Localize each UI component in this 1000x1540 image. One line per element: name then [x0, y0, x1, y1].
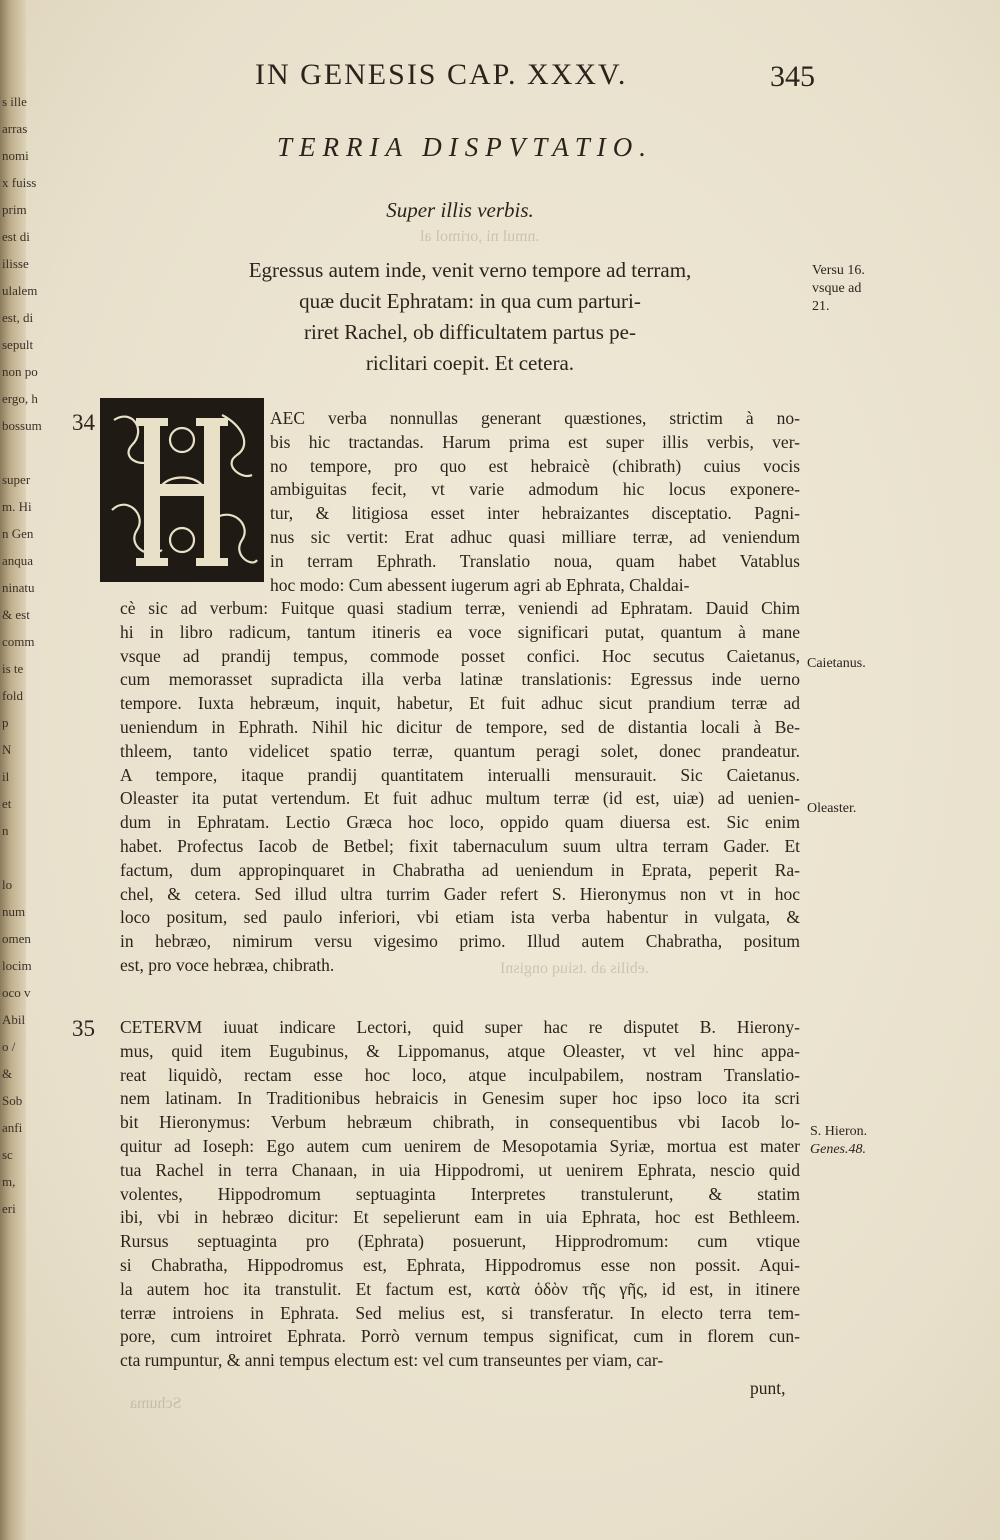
gutter-fragment: is te [2, 661, 24, 676]
margin-note-caietanus: Caietanus. [807, 656, 866, 671]
verse-line: quæ ducit Ephratam: in qua cum parturi- [299, 289, 641, 313]
gutter-fragment: m, [2, 1174, 16, 1189]
text-line: cum memorasset supradicta illa verba latinæ translationis: Egressus inde uerno [120, 669, 800, 690]
running-head: IN GENESIS CAP. XXXV. [255, 58, 628, 91]
text-line: mus, quid item Eugubinus, & Lippomanus, atque Oleaster, vt vel hinc appa- [120, 1040, 800, 1061]
show-through-text: .nmul ni ,orimol al [420, 228, 540, 245]
text-line: hi in libro radicum, tantum itineris ea voce significari putat, quantum à mane [120, 621, 800, 642]
scripture-verse-block [150, 255, 790, 379]
text-line: volentes, Hippodromum septuaginta Interpretes transtulerunt, & statim [120, 1183, 800, 1204]
text-line: thleem, tanto videlicet spatio terræ, quantum peragi solet, donec prandeatur. [120, 740, 800, 761]
text-line: ambiguitas fecit, vt varie admodum hic locus exponere- [270, 479, 800, 500]
text-line: tua Rachel in terra Chanaan, in uia Hippodromi, ut uenirem Ephrata, nescio quid [120, 1159, 800, 1180]
gutter-fragment: est, di [2, 310, 34, 325]
gutter-fragment: non po [2, 364, 38, 379]
text-line: factum, dum appropinquaret in Chabratha ad ueniendum in Eprata, peperit Ra- [120, 859, 800, 880]
text-line: A tempore, itaque prandij quantitatem interualli mensurauit. Sic Caietanus. [120, 764, 800, 785]
text-line: dum in Ephratam. Lectio Græca hoc loco, oppido quam diuersa est. Sic enim [120, 812, 800, 833]
text-line: no tempore, pro quo est hebraicè (chibrath) cuius vocis [270, 455, 800, 476]
gutter-fragment: x fuiss [2, 175, 37, 190]
gutter-fragment: sepult [2, 337, 34, 352]
text-line: la autem hoc ita transtulit. Et factum est, κατὰ ὁδὸν τῆς γῆς, id est, in itinere [120, 1278, 800, 1299]
gutter-fragment: eri [2, 1201, 16, 1216]
text-line: quitur ad Ioseph: Ego autem cum uenirem de Mesopotamia Syriæ, mortua est mater [120, 1135, 800, 1156]
margin-note-line: 21. [812, 299, 830, 314]
show-through-text: Schuma [130, 1395, 182, 1412]
gutter-fragment: est di [2, 229, 30, 244]
disputation-subtitle: Super illis verbis. [386, 198, 534, 222]
text-line: nem latinam. In Traditionibus hebraicis in Genesim super hoc ipso loco ita scri [120, 1088, 800, 1109]
gutter-fragment: o / [2, 1039, 16, 1054]
gutter-fragment: bossum [2, 418, 42, 433]
text-line: cta rumpuntur, & anni tempus electum est: vel cum transeuntes per viam, car- [120, 1350, 664, 1371]
verse-line: riret Rachel, ob difficultatem partus pe- [304, 320, 636, 344]
gutter-fragment: locim [2, 958, 32, 973]
verse-line: riclitari coepit. Et cetera. [365, 351, 575, 375]
gutter-fragment: sc [2, 1147, 13, 1162]
gutter-fragment: ilisse [2, 256, 29, 271]
text-line: bis hic tractandas. Harum prima est super illis verbis, ver- [270, 431, 800, 452]
gutter-fragment: fold [2, 688, 23, 703]
text-line: habet. Profectus Iacob de Betbel; fixit tabernaculum suum ultra terram Gader. Et [120, 835, 800, 856]
margin-note-line: Genes.48. [810, 1142, 866, 1157]
gutter-fragment: super [2, 472, 31, 487]
paragraph-34-body [120, 597, 800, 978]
gutter-fragment: anqua [2, 553, 34, 568]
text-line: loco positum, sed paulo inferiori, vbi etiam ista verba habentur in vulgata, & [120, 907, 800, 928]
text-line: in terram Ephrath. Translatio noua, quam habet Vatablus [270, 550, 800, 571]
gutter-fragment: omen [2, 931, 31, 946]
paragraph-34-initial-lines [270, 407, 800, 597]
text-line: reat liquidò, rectam esse hoc loco, atque inculpabilem, nostram Translatio- [120, 1064, 800, 1085]
decorated-initial-h [100, 398, 264, 582]
gutter-fragment: p [2, 715, 9, 730]
text-line: chel, & cetera. Sed illud ultra turrim Gader refert S. Hieronymus non vt in hoc [120, 883, 800, 904]
gutter-fragment: n [2, 823, 9, 838]
gutter-fragment: & est [2, 607, 30, 622]
margin-note-line: vsque ad [812, 281, 862, 296]
gutter-fragment: lo [2, 877, 13, 892]
text-line: pore, cum introiret Ephrata. Porrò vernum tempus significat, cum in florem cun- [120, 1326, 800, 1347]
text-line: AEC verba nonnullas generant quæstiones, strictim à no- [270, 408, 800, 428]
gutter-fragment: ninatu [2, 580, 35, 595]
gutter-fragment: m. Hi [2, 499, 32, 514]
gutter-fragment: ergo, h [2, 391, 38, 406]
text-line: CETERVM iuuat indicare Lectori, quid super hac re disputet B. Hierony- [120, 1017, 800, 1037]
gutter-fragment: num [2, 904, 26, 919]
gutter-fragment: Abil [2, 1012, 26, 1027]
gutter-fragment: il [2, 769, 10, 784]
catchword: punt, [750, 1378, 786, 1398]
gutter-fragment: Sob [2, 1093, 23, 1108]
text-line: Rursus septuaginta pro (Ephrata) posuerunt, Hipprodromum: cum vtique [120, 1231, 800, 1252]
text-line: bit Hieronymus: Verbum hebræum chibrath, in consequentibus vbi Iacob lo- [120, 1112, 800, 1133]
text-line: est, pro voce hebræa, chibrath. [120, 954, 335, 975]
margin-note-hieronymus [810, 1123, 867, 1159]
text-line: cè sic ad verbum: Fuitque quasi stadium terræ, veniendi ad Ephratam. Dauid Chim [120, 598, 800, 618]
text-line: terræ introiens in Ephrata. Sed melius est, si transferatur. In electo terra tem- [120, 1302, 800, 1323]
gutter-fragment: n Gen [2, 526, 34, 541]
margin-note-line: S. Hieron. [810, 1124, 868, 1139]
gutter-fragment: comm [2, 634, 35, 649]
text-line: ibi, vbi in hebræo dicitur: Et sepelierunt eam in uia Ephrata, hoc est Bethleem. [120, 1207, 800, 1228]
section-number-35: 35 [72, 1016, 95, 1041]
text-line: tur, & litigiosa esset inter hebraizantes disceptatio. Pagni- [270, 503, 800, 524]
adjacent-page-edge [0, 0, 42, 1540]
ornament-initial-image [102, 400, 262, 580]
margin-note-verse-ref [812, 262, 865, 316]
text-line: ueniendum in Ephrath. Nihil hic dicitur de tempore, sed de distantia locali à Be- [120, 716, 800, 737]
page-number: 345 [770, 60, 815, 93]
text-line: tempore. Iuxta hebræum, inquit, habetur, Et fuit adhuc sicut prandium terræ ad [120, 693, 800, 714]
text-line: nus sic vertit: Erat adhuc quasi milliare terræ, ad veniendum [270, 526, 800, 547]
gutter-fragment: N [2, 742, 12, 757]
gutter-fragment: prim [2, 202, 27, 217]
text-line: Oleaster ita putat vertendum. Et fuit adhuc multum terræ (id est, uiæ) ad uenien- [120, 788, 800, 809]
gutter-fragment: nomi [2, 148, 29, 163]
page-header [255, 58, 815, 98]
disputation-title: TERRIA DISPVTATIO. [277, 132, 653, 162]
verse-line: Egressus autem inde, venit verno tempore ad terram, [248, 258, 692, 282]
show-through-text: .ebilis ab .tsiuq ongisnI [500, 960, 649, 977]
gutter-fragment: & [2, 1066, 13, 1081]
text-line: si Chabratha, Hippodromus est, Ephrata, Hippodromus esse non possit. Aqui- [120, 1254, 800, 1275]
margin-note-oleaster: Oleaster. [807, 801, 857, 816]
margin-note-line: Versu 16. [812, 263, 865, 278]
gutter-fragment: et [2, 796, 12, 811]
text-line: vsque ad prandij tempus, commode posset confici. Hoc secutus Caietanus, [120, 645, 800, 666]
gutter-fragment: arras [2, 121, 28, 136]
gutter-fragment: oco v [2, 985, 31, 1000]
gutter-fragment: s ille [2, 94, 27, 109]
gutter-fragment: anfi [2, 1120, 23, 1135]
text-line: in hebræo, nimirum versu vigesimo primo. Illud autem Chabratha, positum [120, 931, 800, 952]
paragraph-35-body [120, 1016, 800, 1373]
section-number-34: 34 [72, 410, 95, 435]
text-line: hoc modo: Cum abessent iugerum agri ab Ephrata, Chaldai- [270, 574, 690, 595]
gutter-fragment: ulalem [2, 283, 38, 298]
